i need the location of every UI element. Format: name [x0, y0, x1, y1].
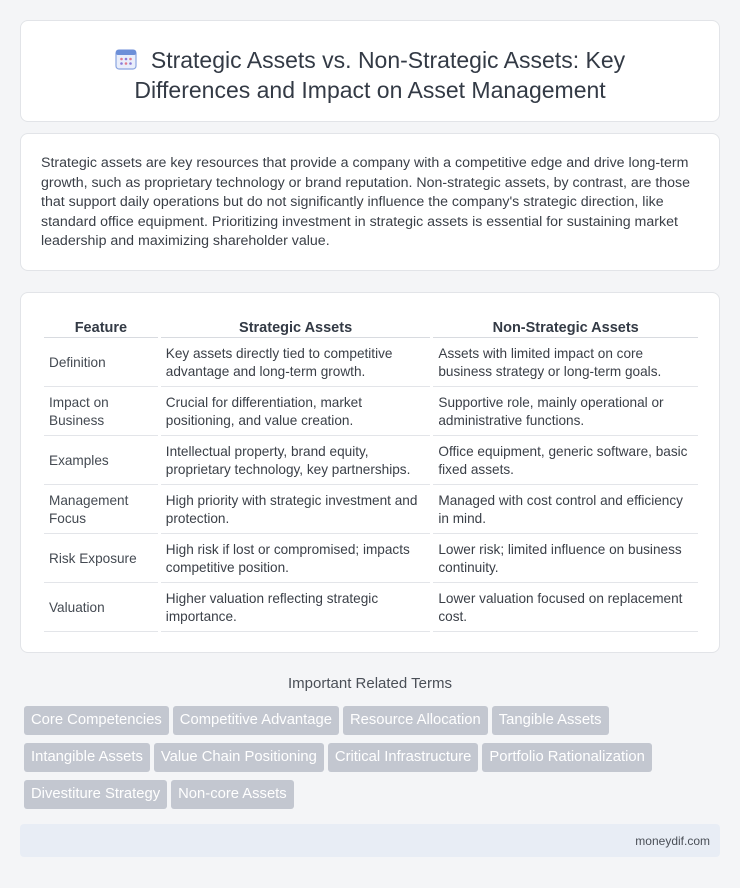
row-non-strategic: Assets with limited impact on core business strategy or long-term goals.: [433, 338, 698, 387]
row-non-strategic: Office equipment, generic software, basic fixed assets.: [433, 436, 698, 485]
table-row: [44, 436, 698, 485]
row-non-strategic: Supportive role, mainly operational or administrative functions.: [433, 387, 698, 436]
row-feature: Risk Exposure: [44, 534, 158, 583]
row-strategic: Higher valuation reflecting strategic importance.: [161, 583, 431, 632]
row-feature: Examples: [44, 436, 158, 485]
table-header-row: [44, 315, 698, 338]
table-row: [44, 534, 698, 583]
calendar-grid-icon: [115, 48, 137, 70]
row-feature: Valuation: [44, 583, 158, 632]
row-strategic: High risk if lost or compromised; impacts competitive position.: [161, 534, 431, 583]
comparison-card: [20, 292, 720, 653]
header-non-strategic: Non-Strategic Assets: [433, 315, 698, 338]
footer-site[interactable]: moneydif.com: [635, 834, 710, 848]
tag-core-competencies[interactable]: Core Competencies: [24, 706, 169, 735]
row-non-strategic: Lower risk; limited influence on business continuity.: [433, 534, 698, 583]
tag-value-chain-positioning[interactable]: Value Chain Positioning: [154, 743, 324, 772]
title-line-2: Differences and Impact on Asset Management: [134, 77, 606, 103]
header-strategic: Strategic Assets: [161, 315, 431, 338]
table-row: [44, 338, 698, 387]
table-row: [44, 583, 698, 632]
table-row: [44, 485, 698, 534]
table-row: [44, 387, 698, 436]
footer-bar: [20, 824, 720, 857]
tag-tangible-assets[interactable]: Tangible Assets: [492, 706, 609, 735]
related-terms-tags: [24, 706, 684, 817]
row-feature: Impact on Business: [44, 387, 158, 436]
row-feature: Definition: [44, 338, 158, 387]
comparison-table: [41, 315, 701, 632]
row-strategic: High priority with strategic investment and protection.: [161, 485, 431, 534]
tag-portfolio-rationalization[interactable]: Portfolio Rationalization: [482, 743, 651, 772]
page-title: [21, 45, 719, 105]
row-non-strategic: Lower valuation focused on replacement cost.: [433, 583, 698, 632]
title-card: [20, 20, 720, 122]
tag-divestiture-strategy[interactable]: Divestiture Strategy: [24, 780, 167, 809]
row-feature: Management Focus: [44, 485, 158, 534]
title-line-1: Strategic Assets vs. Non-Strategic Assets: Key: [150, 47, 626, 73]
header-feature: Feature: [44, 315, 158, 338]
row-strategic: Intellectual property, brand equity, proprietary technology, key partnerships.: [161, 436, 431, 485]
tag-non-core-assets[interactable]: Non-core Assets: [171, 780, 294, 809]
tag-intangible-assets[interactable]: Intangible Assets: [24, 743, 150, 772]
tag-competitive-advantage[interactable]: Competitive Advantage: [173, 706, 339, 735]
related-terms-title: Important Related Terms: [288, 675, 452, 692]
tag-critical-infrastructure[interactable]: Critical Infrastructure: [328, 743, 479, 772]
intro-paragraph: Strategic assets are key resources that provide a company with a competitive edge and drive long-term growth, such as proprietary technology or brand reputation. Non-strategic assets, by contrast, are those that support daily operations but do not significantly influence the company's strategic direction, like standard office equipment. Prioritizing investment in strategic assets is essential for sustaining market leadership and maximizing shareholder value.: [41, 155, 691, 250]
intro-card: [20, 133, 720, 271]
row-strategic: Key assets directly tied to competitive advantage and long-term growth.: [161, 338, 431, 387]
row-strategic: Crucial for differentiation, market positioning, and value creation.: [161, 387, 431, 436]
row-non-strategic: Managed with cost control and efficiency in mind.: [433, 485, 698, 534]
tag-resource-allocation[interactable]: Resource Allocation: [343, 706, 488, 735]
